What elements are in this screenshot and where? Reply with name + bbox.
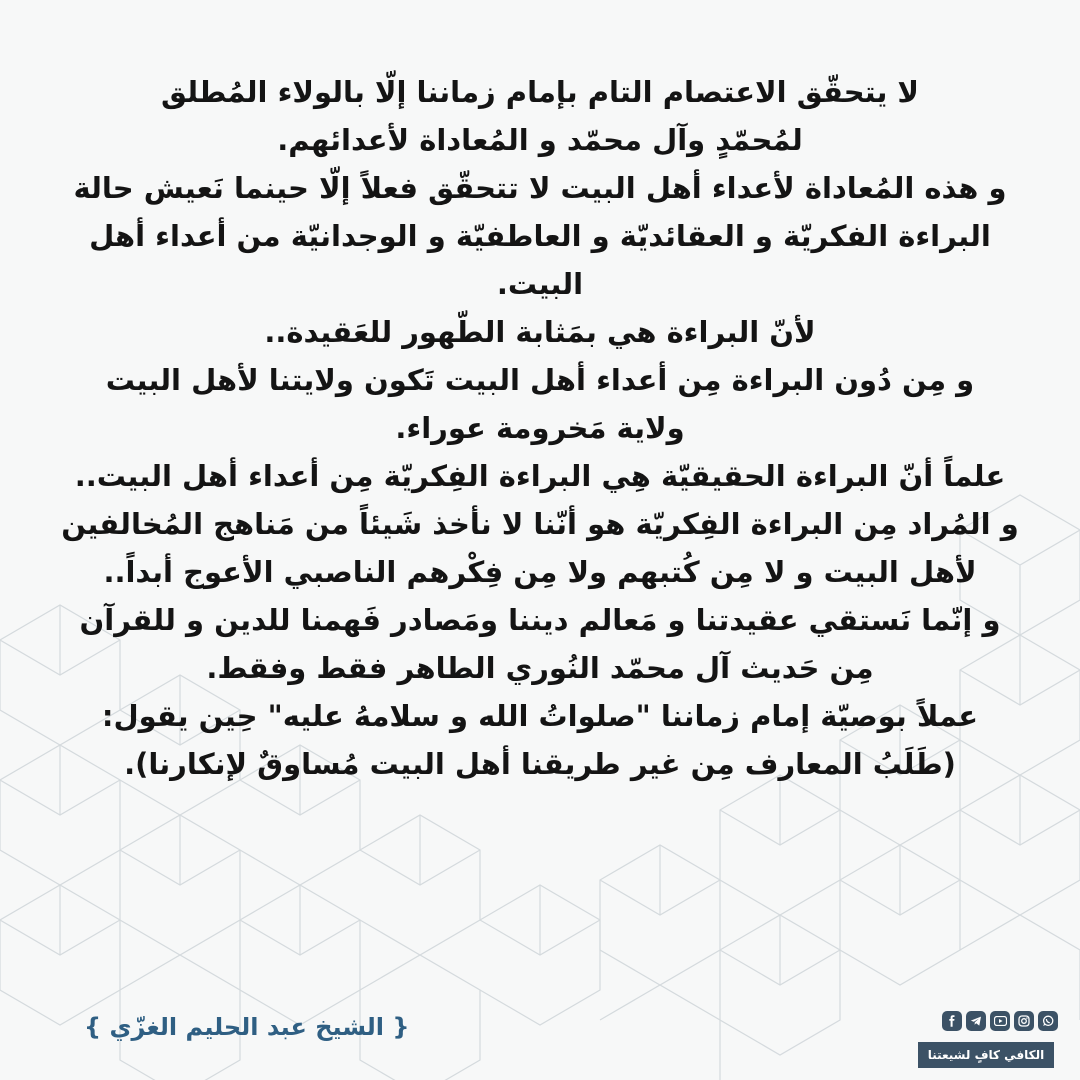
facebook-icon[interactable] [942, 1011, 962, 1031]
telegram-icon[interactable] [966, 1011, 986, 1031]
quote-text [30, 68, 1050, 788]
author-attribution: { الشيخ عبد الحليم الغزّي } [84, 1013, 410, 1041]
quote-line: البراءة الفكريّة و العقائديّة و العاطفيّة و الوجدانيّة من أعداء أهل [89, 219, 991, 253]
quote-line: و إنّما نَستقي عقيدتنا و مَعالم ديننا ومَصادر فَهمنا للدين و للقرآن [79, 603, 1001, 637]
quote-line: و هذه المُعاداة لأعداء أهل البيت لا تتحقّق فعلاً إلّا حينما نَعيش حالة [73, 171, 1007, 205]
quote-line: مِن حَديث آل محمّد النُوري الطاهر فقط وفقط. [206, 651, 874, 685]
instagram-icon[interactable] [1014, 1011, 1034, 1031]
quote-line: (طَلَبُ المعارف مِن غير طريقنا أهل البيت مُساوقٌ لإنكارنا). [124, 747, 956, 781]
quote-line: و مِن دُون البراءة مِن أعداء أهل البيت تَكون ولايتنا لأهل البيت [105, 363, 975, 397]
youtube-icon[interactable] [990, 1011, 1010, 1031]
quote-line: و المُراد مِن البراءة الفِكريّة هو أنّنا لا نأخذ شَيئاً من مَناهج المُخالفين [61, 507, 1019, 541]
quote-line: لا يتحقّق الاعتصام التام بإمام زماننا إلّا بالولاء المُطلق [160, 75, 920, 109]
social-icons-row [918, 1011, 1058, 1035]
whatsapp-icon[interactable] [1038, 1011, 1058, 1031]
quote-line: البيت. [496, 267, 584, 301]
quote-line: عملاً بوصيّة إمام زماننا "صلواتُ الله و سلامهُ عليه" حِين يقول: [101, 699, 979, 733]
quote-line: لأنّ البراءة هي بمَثابة الطّهور للعَقيدة.. [264, 315, 816, 349]
quote-line: لمُحمّدٍ وآل محمّد و المُعاداة لأعدائهم. [277, 123, 803, 157]
quote-line: ولاية مَخرومة عوراء. [395, 411, 685, 445]
brand-label: الكافي كافٍ لشيعتنا [918, 1042, 1054, 1068]
quote-line: علماً أنّ البراءة الحقيقيّة هِي البراءة الفِكريّة مِن أعداء أهل البيت.. [74, 459, 1006, 493]
quote-line: لأهل البيت و لا مِن كُتبهم ولا مِن فِكْرهم الناصبي الأعوج أبداً.. [103, 555, 977, 589]
